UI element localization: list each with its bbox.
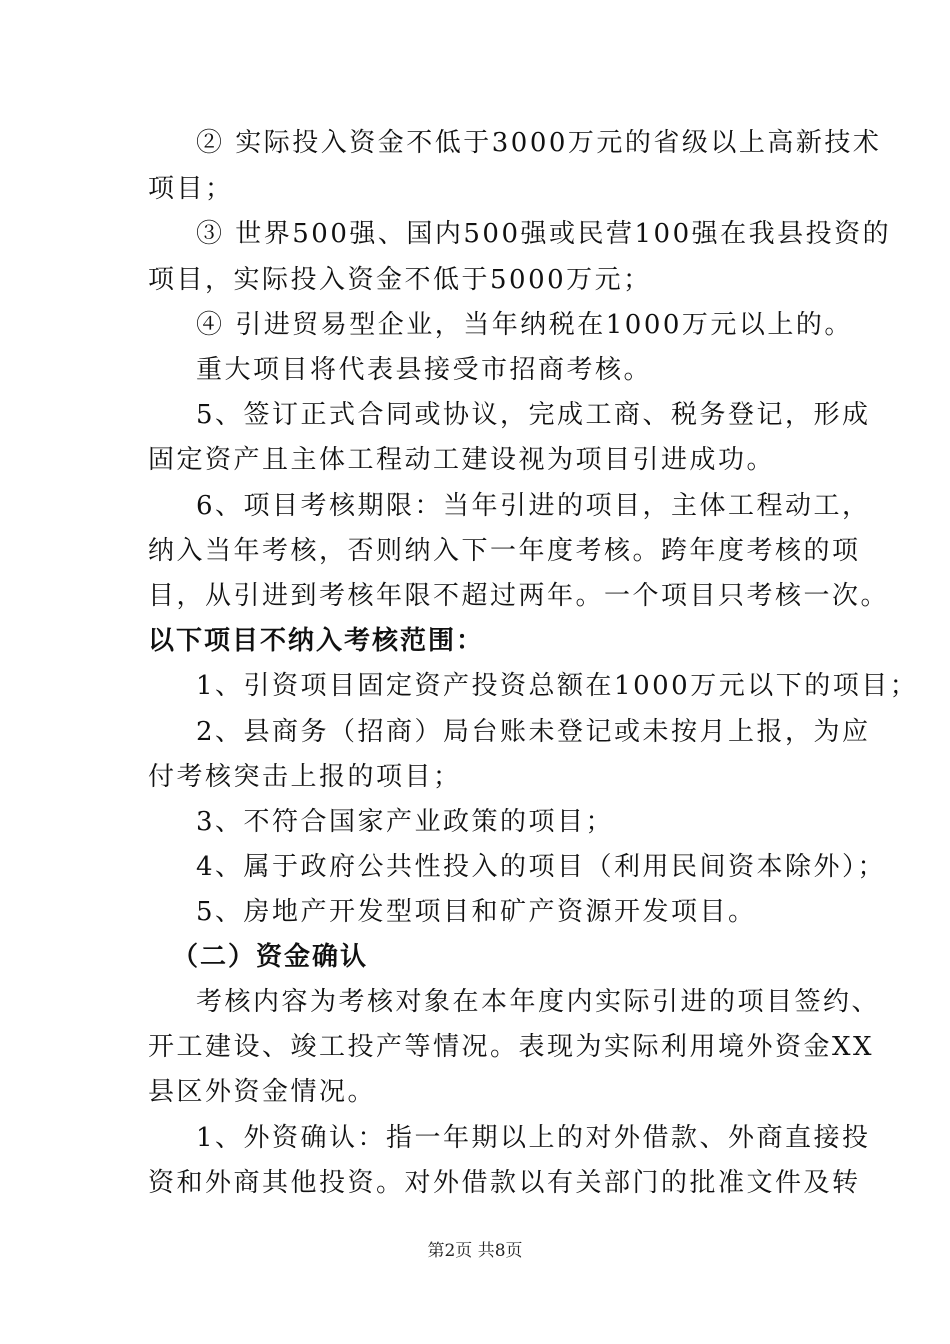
text-line: 1、外资确认：指一年期以上的对外借款、外商直接投: [196, 1123, 871, 1153]
text-line: 付考核突击上报的项目；: [148, 762, 462, 792]
text-line: 目，从引进到考核年限不超过两年。一个项目只考核一次。: [148, 581, 890, 611]
section-heading: 以下项目不纳入考核范围：: [148, 626, 485, 656]
text-line: 2、县商务（招商）局台账未登记或未按月上报，为应: [196, 717, 871, 747]
text-line: 3、不符合国家产业政策的项目；: [196, 807, 615, 837]
text-line: 考核内容为考核对象在本年度内实际引进的项目签约、: [196, 987, 881, 1017]
text-line: 项目，实际投入资金不低于5000万元；: [148, 265, 652, 295]
text-line: 1、引资项目固定资产投资总额在1000万元以下的项目；: [196, 671, 919, 701]
text-line: 项目；: [148, 174, 234, 204]
text-line: 资和外商其他投资。对外借款以有关部门的批准文件及转: [148, 1168, 861, 1198]
text-line: ③ 世界500强、国内500强或民营100强在我县投资的: [196, 219, 892, 249]
text-line: 开工建设、竣工投产等情况。表现为实际利用境外资金XX: [148, 1032, 875, 1062]
text-line: 5、签订正式合同或协议，完成工商、税务登记，形成: [196, 400, 871, 430]
text-line: 4、属于政府公共性投入的项目（利用民间资本除外）；: [196, 852, 887, 882]
subsection-heading: （二）资金确认: [172, 942, 369, 972]
page-number-footer: 第2页 共8页: [427, 1241, 523, 1261]
text-line: 县区外资金情况。: [148, 1077, 377, 1107]
text-line: 5、房地产开发型项目和矿产资源开发项目。: [196, 897, 757, 927]
text-line: ④ 引进贸易型企业，当年纳税在1000万元以上的。: [196, 310, 853, 340]
text-line: 重大项目将代表县接受市招商考核。: [196, 355, 653, 385]
text-line: ② 实际投入资金不低于3000万元的省级以上高新技术: [196, 128, 882, 158]
text-line: 6、项目考核期限：当年引进的项目，主体工程动工，: [196, 491, 871, 521]
text-line: 纳入当年考核，否则纳入下一年度考核。跨年度考核的项: [148, 536, 861, 566]
text-line: 固定资产且主体工程动工建设视为项目引进成功。: [148, 445, 776, 475]
